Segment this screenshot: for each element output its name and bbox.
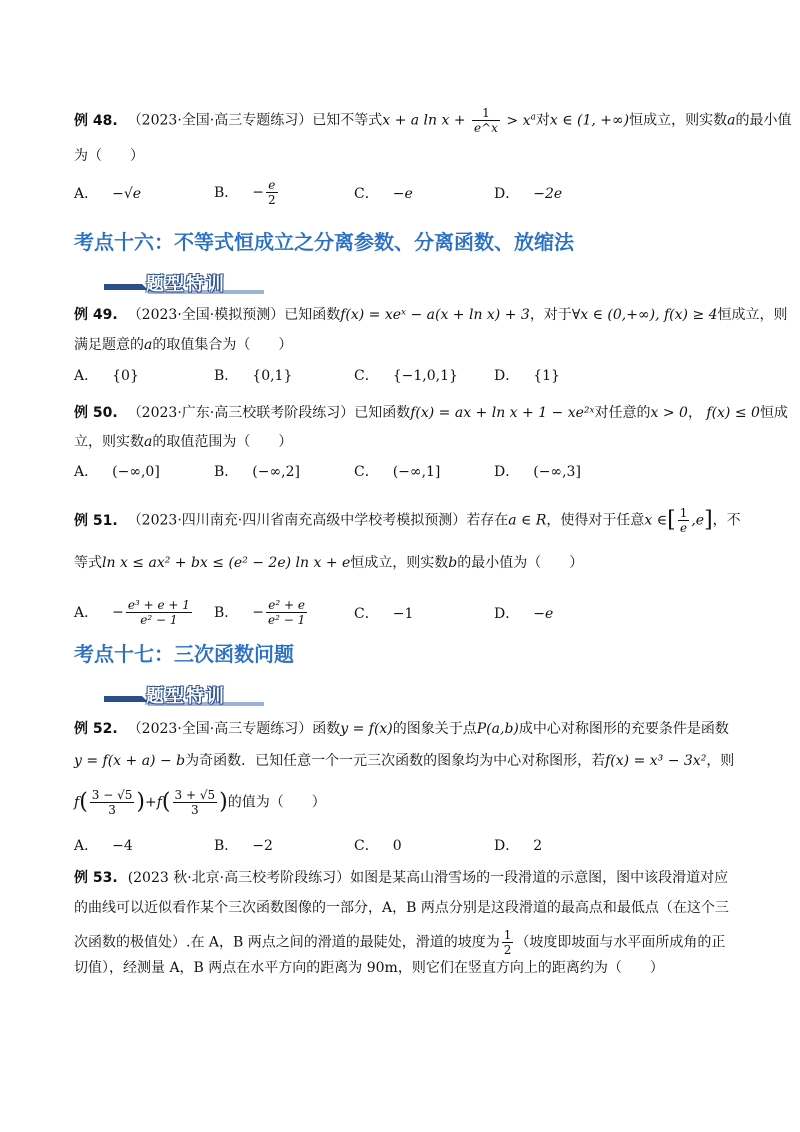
example-52-line-2: y = f(x + a) − b为奇函数．已知任意一个一元三次函数的图象均为中心对称图形，若f(x) = x³ − 3x²，则 xyxy=(74,753,735,769)
example-53-line-3: 次函数的极值处）.在 A，B 两点之间的滑道的最陡处，滑道的坡度为 $\frac{1}{2}$ （坡度即坡面与水平面所成角的正 xyxy=(74,928,726,957)
option-c[interactable]: C． {−1,0,1} xyxy=(354,368,458,384)
option-b[interactable]: B． −2 xyxy=(214,838,273,854)
option-b[interactable]: B． − $\frac{\text{e² + e}}{\text{e² − 1}}$ xyxy=(214,598,306,627)
example-48-line-1: 例 48. （2023·全国·高三专题练习）已知不等式x + a ln x + $\frac{1}{e\^{}x}$ > $x^a$对x ∈ (1, +∞)恒成立，则实数a的最小值 xyxy=(74,106,792,135)
banner-practice: 题型特训 xyxy=(104,268,264,296)
example-50-line-2: 立，则实数a的取值范围为（ ） xyxy=(74,434,293,450)
example-52-line-3: f( $\frac{3 - √5}{3}$ )+f( $\frac{3 + √5}{3}$ )的值为（ ） xyxy=(74,788,326,817)
option-b[interactable]: B． − $\frac{e}{2}$ xyxy=(214,178,276,207)
option-d[interactable]: D． −2e xyxy=(494,186,563,202)
option-b[interactable]: B． {0,1} xyxy=(214,368,293,384)
option-a[interactable]: A． −4 xyxy=(74,838,133,854)
example-label: 例 51. xyxy=(74,512,118,529)
example-label: 例 49. xyxy=(74,307,118,323)
example-51-line-2: 等式ln x ≤ ax² + bx ≤ (e² − 2e) ln x + e恒成立，则实数b的最小值为（ ） xyxy=(74,555,584,571)
example-49-line-1: 例 49. （2023·全国·模拟预测）已知函数f(x) = xeˣ − a(x + ln x) + 3，对于∀x ∈ (0,+∞), f(x) ≥ 4恒成立，则 xyxy=(74,307,788,323)
option-d[interactable]: D． −e xyxy=(494,606,554,622)
option-b[interactable]: B． (−∞,2] xyxy=(214,464,300,480)
option-d[interactable]: D． {1} xyxy=(494,368,560,384)
section-heading-17: 考点十七：三次函数问题 xyxy=(74,642,294,666)
option-a[interactable]: A． −√e xyxy=(74,186,142,202)
example-48-line-2: 为（ ） xyxy=(74,148,144,164)
example-53-line-1: 例 53. (2023 秋·北京·高三校考阶段练习）如图是某高山滑雪场的一段滑道的示意图，图中该段滑道对应 xyxy=(74,870,729,886)
banner-practice: 题型特训 xyxy=(104,680,264,708)
option-c[interactable]: C． −e xyxy=(354,186,413,202)
example-label: 例 52. xyxy=(74,721,118,737)
example-53-line-2: 的曲线可以近似看作某个三次函数图像的一部分，A，B 两点分别是这段滑道的最高点和最低点（在这个三 xyxy=(74,900,729,916)
option-c[interactable]: C． 0 xyxy=(354,838,402,854)
example-53-line-4: 切值），经测量 A，B 两点在水平方向的距离为 90m，则它们在竖直方向上的距离约为（ ） xyxy=(74,960,664,976)
example-label: 例 50. xyxy=(74,405,118,421)
option-a[interactable]: A． − $\frac{\text{e³ + e + 1}}{\text{e² − 1}}$ xyxy=(74,598,190,627)
option-c[interactable]: C． −1 xyxy=(354,606,414,622)
example-49-line-2: 满足题意的a的取值集合为（ ） xyxy=(74,337,293,353)
example-51-line-1: 例 51. （2023·四川南充·四川省南充高级中学校考模拟预测）若存在a ∈ R，使得对于任意x ∈[ $\frac{1}{e}$ ,e]，不 xyxy=(74,506,741,535)
example-label: 例 53. xyxy=(74,870,118,886)
example-50-line-1: 例 50. （2023·广东·高三校联考阶段练习）已知函数f(x) = ax + ln x + 1 − xe²ˣ对任意的x > 0， f(x) ≤ 0恒成 xyxy=(74,405,788,421)
option-c[interactable]: C． (−∞,1] xyxy=(354,464,441,480)
section-heading-16: 考点十六：不等式恒成立之分离参数、分离函数、放缩法 xyxy=(74,230,574,254)
example-label: 例 48. xyxy=(74,112,118,129)
option-a[interactable]: A． (−∞,0] xyxy=(74,464,160,480)
fraction: $\frac{1}{e\^{}x}$ xyxy=(474,106,498,135)
option-d[interactable]: D． (−∞,3] xyxy=(494,464,581,480)
example-52-line-1: 例 52. （2023·全国·高三专题练习）函数y = f(x)的图象关于点P(a,b)成中心对称图形的充要条件是函数 xyxy=(74,721,729,737)
option-a[interactable]: A． {0} xyxy=(74,368,139,384)
option-d[interactable]: D． 2 xyxy=(494,838,543,854)
